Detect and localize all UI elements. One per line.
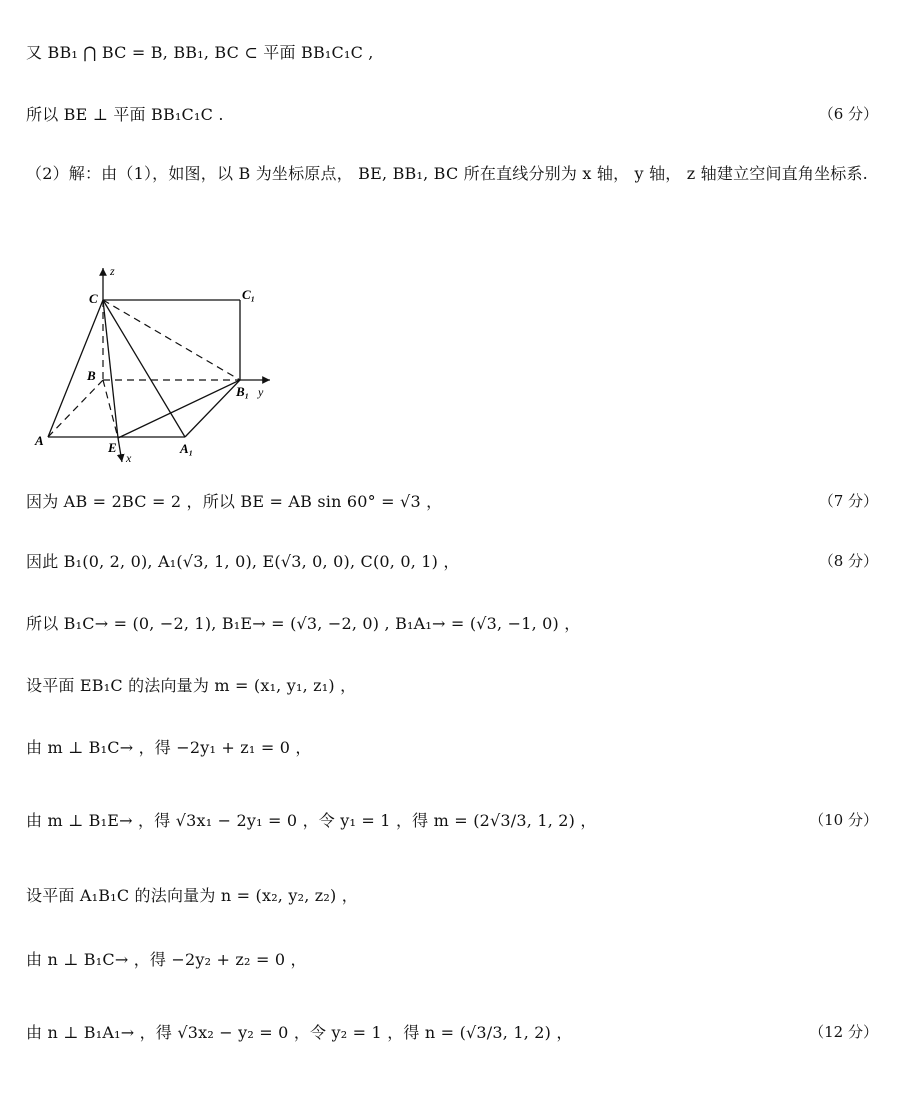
line-text: （2）解：由（1），如图，以 B 为坐标原点， BE, BB₁, BC 所在直线分别为 x 轴， y 轴， z 轴建立空间直角坐标系. <box>26 164 868 183</box>
line-text: 所以 B₁C→ = (0, −2, 1), B₁E→ = (√3, −2, 0) , B₁A₁→ = (√3, −1, 0) ， <box>26 614 581 633</box>
label-C: C <box>89 291 98 306</box>
score-label: （7 分） <box>818 492 878 510</box>
label-C1: C₁ <box>242 287 256 302</box>
text-line-11 <box>26 947 878 970</box>
score-label: （10 分） <box>809 811 878 829</box>
label-B: B <box>87 368 96 383</box>
text-line-3 <box>26 148 878 200</box>
text-line-12 <box>26 1020 878 1043</box>
text-line-2 <box>26 102 878 125</box>
score-label: （6 分） <box>818 105 878 123</box>
line-text: 因为 AB = 2BC = 2 ，所以 BE = AB sin 60° = √3 ， <box>26 492 443 511</box>
score-label: （8 分） <box>818 552 878 570</box>
text-line-4 <box>26 489 878 512</box>
text-line-9 <box>26 808 878 831</box>
geometry-figure <box>30 262 280 472</box>
line-text: 由 n ⊥ B₁A₁→ ，得 √3x₂ − y₂ = 0 ，令 y₂ = 1 ，得 n = (√3/3, 1, 2) ， <box>26 1023 573 1042</box>
dashed-CB1 <box>103 300 240 380</box>
label-A1: A₁ <box>180 441 194 456</box>
label-y: y <box>258 385 264 399</box>
text-line-6 <box>26 611 878 634</box>
text-line-8 <box>26 735 878 758</box>
line-text: 又 BB₁ ⋂ BC = B, BB₁, BC ⊂ 平面 BB₁C₁C , <box>26 43 374 62</box>
dashed-BA <box>48 380 103 437</box>
text-line-7 <box>26 673 878 696</box>
x-axis <box>118 438 122 462</box>
edge-A1B1 <box>185 380 240 437</box>
dashed-BE <box>103 380 118 438</box>
label-E: E <box>108 440 117 455</box>
label-B1: B₁ <box>236 384 250 399</box>
edge-EB1 <box>118 380 240 438</box>
label-A: A <box>35 433 44 448</box>
text-line-10 <box>26 883 878 906</box>
line-text: 由 m ⊥ B₁C→ ，得 −2y₁ + z₁ = 0 ， <box>26 738 312 757</box>
line-text: 设平面 EB₁C 的法向量为 m = (x₁, y₁, z₁) ， <box>26 676 357 695</box>
label-z: z <box>110 264 115 278</box>
text-line-5 <box>26 549 878 572</box>
text-line-1 <box>26 40 878 63</box>
score-label: （12 分） <box>809 1023 878 1041</box>
label-x: x <box>126 451 132 465</box>
line-text: 设平面 A₁B₁C 的法向量为 n = (x₂, y₂, z₂) ， <box>26 886 358 905</box>
line-text: 由 n ⊥ B₁C→ ，得 −2y₂ + z₂ = 0 ， <box>26 950 307 969</box>
line-text: 所以 BE ⊥ 平面 BB₁C₁C . <box>26 105 224 124</box>
line-text: 因此 B₁(0, 2, 0), A₁(√3, 1, 0), E(√3, 0, 0), C(0, 0, 1) ， <box>26 552 460 571</box>
line-text: 由 m ⊥ B₁E→ ，得 √3x₁ − 2y₁ = 0 ，令 y₁ = 1 ，得 m = (2√3/3, 1, 2) ， <box>26 811 597 830</box>
